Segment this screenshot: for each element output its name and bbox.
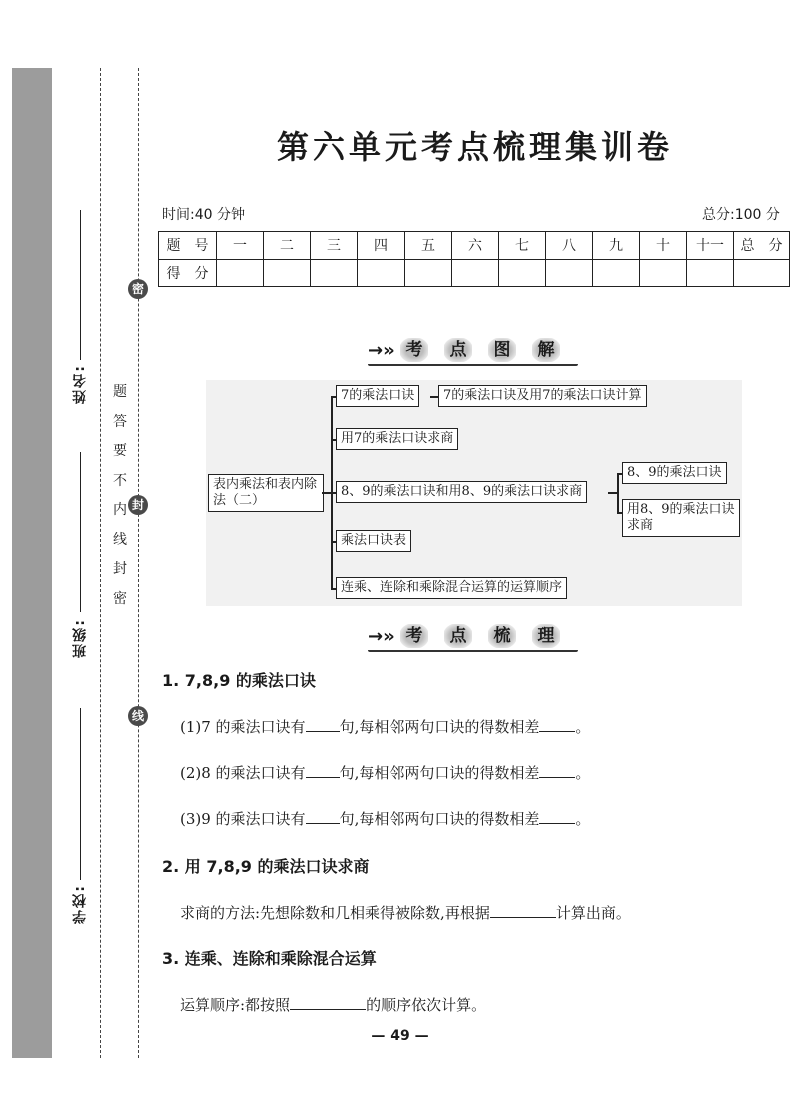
- answer-blank[interactable]: [306, 823, 340, 824]
- score-table: [158, 231, 790, 287]
- arrow-icon: →»: [368, 625, 395, 647]
- question-text: 的顺序依次计算。: [366, 996, 487, 1014]
- answer-blank[interactable]: [490, 917, 556, 918]
- score-input-cell[interactable]: [452, 259, 499, 287]
- score-row-label: 得 分: [159, 259, 217, 287]
- question-text: (1)7 的乘法口诀有: [180, 718, 306, 736]
- banner-char: 图: [488, 338, 516, 362]
- question-item: [180, 716, 590, 737]
- diagram-node: 乘法口诀表: [336, 530, 411, 552]
- score-input-cell[interactable]: [546, 259, 593, 287]
- warning-char: 密: [113, 590, 127, 607]
- answer-blank[interactable]: [539, 731, 575, 732]
- question-text: 。: [575, 764, 591, 782]
- name-label: 姓名:: [72, 364, 88, 404]
- banner-char: 考: [400, 338, 428, 362]
- question-text: (2)8 的乘法口诀有: [180, 764, 306, 782]
- banner-char: 点: [444, 624, 472, 648]
- score-input-cell[interactable]: [311, 259, 358, 287]
- banner-char: 梳: [488, 624, 516, 648]
- score-input-cell[interactable]: [734, 259, 790, 287]
- concept-diagram: [206, 380, 742, 606]
- score-input-cell[interactable]: [687, 259, 734, 287]
- seal-xian: 线: [128, 706, 148, 726]
- score-cell: 总 分: [734, 232, 790, 260]
- section-heading: 2. 用 7,8,9 的乘法口诀求商: [162, 857, 370, 876]
- school-label: 学校:: [72, 884, 88, 924]
- score-input-cell[interactable]: [405, 259, 452, 287]
- score-cell: 四: [358, 232, 405, 260]
- question-text: 句,每相邻两句口诀的得数相差: [339, 718, 540, 736]
- diagram-node: 8、9的乘法口诀和用8、9的乘法口诀求商: [336, 481, 587, 503]
- class-label: 班级:: [72, 618, 88, 658]
- question-text: 运算顺序:都按照: [180, 996, 291, 1014]
- connector: [617, 473, 619, 513]
- score-input-cell[interactable]: [264, 259, 311, 287]
- section-heading: 1. 7,8,9 的乘法口诀: [162, 671, 316, 690]
- question-text: (3)9 的乘法口诀有: [180, 810, 306, 828]
- warning-char: 不: [113, 472, 127, 489]
- name-blank-line: [80, 210, 81, 360]
- page-number: — 49 —: [371, 1028, 429, 1044]
- score-cell: 八: [546, 232, 593, 260]
- question-text: 求商的方法:先想除数和几相乘得被除数,再根据: [180, 904, 490, 922]
- score-cell: 题 号: [159, 232, 217, 260]
- score-header-row: [159, 232, 790, 260]
- question-text: 句,每相邻两句口诀的得数相差: [339, 810, 540, 828]
- seal-warning: [111, 378, 129, 614]
- exam-total-score: 总分:100 分: [702, 207, 780, 223]
- score-cell: 十: [640, 232, 687, 260]
- score-cell: 九: [593, 232, 640, 260]
- warning-char: 线: [113, 531, 127, 548]
- score-input-cell[interactable]: [499, 259, 546, 287]
- diagram-node: 用8、9的乘法口诀求商: [622, 499, 740, 537]
- seal-feng: 封: [128, 495, 148, 515]
- warning-char: 答: [113, 413, 127, 430]
- question-item: [180, 994, 486, 1015]
- banner-underline: [368, 364, 578, 366]
- diagram-node: 8、9的乘法口诀: [622, 462, 727, 484]
- connector: [430, 396, 438, 398]
- banner-char: 考: [400, 624, 428, 648]
- page-title: 第六单元考点梳理集训卷: [276, 128, 673, 166]
- warning-char: 内: [113, 502, 127, 518]
- answer-blank[interactable]: [306, 777, 340, 778]
- seal-mi: 密: [128, 279, 148, 299]
- banner-diagram: [368, 336, 578, 364]
- question-item: [180, 762, 590, 783]
- banner-underline: [368, 650, 578, 652]
- score-cell: 一: [217, 232, 264, 260]
- score-cell: 六: [452, 232, 499, 260]
- answer-blank[interactable]: [306, 731, 340, 732]
- warning-char: 题: [113, 384, 127, 400]
- cut-line-inner: [138, 68, 139, 1058]
- banner-char: 理: [532, 624, 560, 648]
- diagram-node: 7的乘法口诀: [336, 385, 419, 407]
- exam-time: 时间:40 分钟: [162, 207, 245, 223]
- score-cell: 七: [499, 232, 546, 260]
- question-text: 。: [575, 718, 591, 736]
- class-blank-line: [80, 452, 81, 612]
- banner-char: 解: [532, 338, 560, 362]
- score-input-cell[interactable]: [358, 259, 405, 287]
- banner-char: 点: [444, 338, 472, 362]
- section-heading: 3. 连乘、连除和乘除混合运算: [162, 949, 377, 968]
- question-text: 。: [575, 810, 591, 828]
- warning-char: 要: [113, 443, 127, 459]
- binding-gutter: [12, 68, 52, 1058]
- score-input-cell[interactable]: [217, 259, 264, 287]
- diagram-root: 表内乘法和表内除法（二）: [208, 474, 324, 512]
- arrow-icon: →»: [368, 339, 395, 361]
- score-cell: 十一: [687, 232, 734, 260]
- question-item: [180, 902, 631, 923]
- diagram-node: 连乘、连除和乘除混合运算的运算顺序: [336, 577, 567, 599]
- question-text: 计算出商。: [555, 904, 631, 922]
- warning-char: 封: [113, 561, 127, 577]
- score-cell: 二: [264, 232, 311, 260]
- score-cell: 五: [405, 232, 452, 260]
- answer-blank[interactable]: [539, 777, 575, 778]
- school-blank-line: [80, 708, 81, 880]
- score-input-cell[interactable]: [640, 259, 687, 287]
- cut-line-outer: [100, 68, 101, 1058]
- diagram-node: 用7的乘法口诀求商: [336, 428, 458, 450]
- question-text: 句,每相邻两句口诀的得数相差: [339, 764, 540, 782]
- question-item: [180, 808, 590, 829]
- score-value-row: [159, 259, 790, 287]
- score-input-cell[interactable]: [593, 259, 640, 287]
- score-cell: 三: [311, 232, 358, 260]
- diagram-node: 7的乘法口诀及用7的乘法口诀计算: [438, 385, 647, 407]
- banner-review: [368, 622, 578, 650]
- answer-blank[interactable]: [539, 823, 575, 824]
- answer-blank[interactable]: [290, 1009, 366, 1010]
